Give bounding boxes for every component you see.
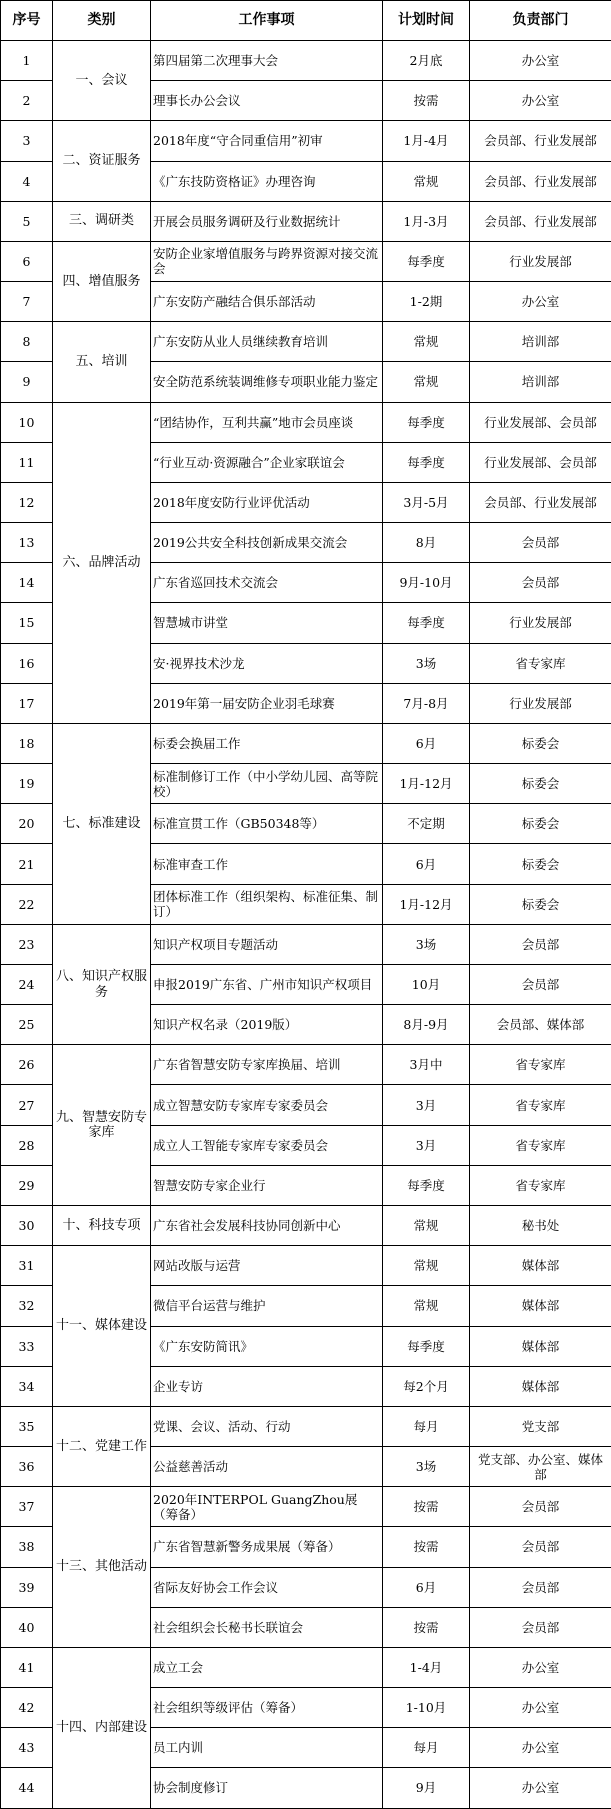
header-time: 计划时间 bbox=[383, 1, 470, 41]
plan-time: 每季度 bbox=[383, 402, 470, 442]
row-number: 34 bbox=[1, 1366, 53, 1406]
responsible-dept: 媒体部 bbox=[470, 1286, 611, 1326]
work-item: 知识产权项目专题活动 bbox=[151, 924, 383, 964]
responsible-dept: 办公室 bbox=[470, 81, 611, 121]
responsible-dept: 会员部 bbox=[470, 523, 611, 563]
plan-time: 每季度 bbox=[383, 241, 470, 281]
category-label: 十三、其他活动 bbox=[53, 1487, 151, 1648]
plan-time: 常规 bbox=[383, 1205, 470, 1245]
category-label: 五、培训 bbox=[53, 322, 151, 402]
responsible-dept: 标委会 bbox=[470, 764, 611, 804]
row-number: 20 bbox=[1, 804, 53, 844]
table-row bbox=[1, 1045, 611, 1085]
work-item: 成立工会 bbox=[151, 1647, 383, 1687]
header-category: 类别 bbox=[53, 1, 151, 41]
plan-time: 9月-10月 bbox=[383, 563, 470, 603]
work-item: 成立人工智能专家库专家委员会 bbox=[151, 1125, 383, 1165]
plan-time: 6月 bbox=[383, 723, 470, 763]
work-item: 2020年INTERPOL GuangZhou展（筹备） bbox=[151, 1487, 383, 1527]
plan-time: 不定期 bbox=[383, 804, 470, 844]
work-item: 标委会换届工作 bbox=[151, 723, 383, 763]
work-item: 广东省巡回技术交流会 bbox=[151, 563, 383, 603]
work-item: 智慧安防专家企业行 bbox=[151, 1165, 383, 1205]
work-item: 广东安防产融结合俱乐部活动 bbox=[151, 282, 383, 322]
row-number: 21 bbox=[1, 844, 53, 884]
responsible-dept: 党支部、办公室、媒体部 bbox=[470, 1447, 611, 1487]
work-item: “行业互动·资源融合”企业家联谊会 bbox=[151, 442, 383, 482]
plan-time: 常规 bbox=[383, 161, 470, 201]
table-row bbox=[1, 924, 611, 964]
category-label: 九、智慧安防专家库 bbox=[53, 1045, 151, 1206]
row-number: 6 bbox=[1, 241, 53, 281]
work-item: 知识产权名录（2019版） bbox=[151, 1005, 383, 1045]
plan-time: 按需 bbox=[383, 1607, 470, 1647]
table-row bbox=[1, 1487, 611, 1527]
responsible-dept: 会员部 bbox=[470, 1567, 611, 1607]
responsible-dept: 行业发展部 bbox=[470, 241, 611, 281]
work-item: 广东省智慧安防专家库换届、培训 bbox=[151, 1045, 383, 1085]
plan-time: 按需 bbox=[383, 1487, 470, 1527]
responsible-dept: 会员部 bbox=[470, 1487, 611, 1527]
responsible-dept: 会员部 bbox=[470, 1527, 611, 1567]
row-number: 37 bbox=[1, 1487, 53, 1527]
row-number: 31 bbox=[1, 1246, 53, 1286]
work-item: 2018年度安防行业评优活动 bbox=[151, 482, 383, 522]
work-item: 标准宣贯工作（GB50348等） bbox=[151, 804, 383, 844]
plan-time: 常规 bbox=[383, 362, 470, 402]
work-item: 开展会员服务调研及行业数据统计 bbox=[151, 201, 383, 241]
plan-time: 按需 bbox=[383, 81, 470, 121]
responsible-dept: 行业发展部、会员部 bbox=[470, 402, 611, 442]
work-item: 申报2019广东省、广州市知识产权项目 bbox=[151, 964, 383, 1004]
work-item: 第四届第二次理事大会 bbox=[151, 41, 383, 81]
plan-time: 2月底 bbox=[383, 41, 470, 81]
table-row bbox=[1, 1406, 611, 1446]
row-number: 38 bbox=[1, 1527, 53, 1567]
responsible-dept: 省专家库 bbox=[470, 1085, 611, 1125]
plan-time: 6月 bbox=[383, 1567, 470, 1607]
plan-time: 每季度 bbox=[383, 1165, 470, 1205]
table-row bbox=[1, 1647, 611, 1687]
category-label: 三、调研类 bbox=[53, 201, 151, 241]
work-item: 省际友好协会工作会议 bbox=[151, 1567, 383, 1607]
work-item: “团结协作，互利共赢”地市会员座谈 bbox=[151, 402, 383, 442]
row-number: 15 bbox=[1, 603, 53, 643]
responsible-dept: 会员部、行业发展部 bbox=[470, 482, 611, 522]
work-item: 广东安防从业人员继续教育培训 bbox=[151, 322, 383, 362]
category-label: 八、知识产权服务 bbox=[53, 924, 151, 1045]
responsible-dept: 会员部 bbox=[470, 924, 611, 964]
plan-time: 6月 bbox=[383, 844, 470, 884]
row-number: 43 bbox=[1, 1728, 53, 1768]
header-row bbox=[1, 1, 611, 41]
work-item: 智慧城市讲堂 bbox=[151, 603, 383, 643]
row-number: 8 bbox=[1, 322, 53, 362]
work-item: 公益慈善活动 bbox=[151, 1447, 383, 1487]
row-number: 18 bbox=[1, 723, 53, 763]
row-number: 36 bbox=[1, 1447, 53, 1487]
row-number: 41 bbox=[1, 1647, 53, 1687]
row-number: 32 bbox=[1, 1286, 53, 1326]
responsible-dept: 媒体部 bbox=[470, 1366, 611, 1406]
plan-time: 3月中 bbox=[383, 1045, 470, 1085]
row-number: 17 bbox=[1, 683, 53, 723]
responsible-dept: 办公室 bbox=[470, 1728, 611, 1768]
work-item: 社会组织会长秘书长联谊会 bbox=[151, 1607, 383, 1647]
responsible-dept: 会员部、媒体部 bbox=[470, 1005, 611, 1045]
responsible-dept: 会员部 bbox=[470, 1607, 611, 1647]
responsible-dept: 会员部 bbox=[470, 964, 611, 1004]
plan-time: 按需 bbox=[383, 1527, 470, 1567]
work-item: 广东省智慧新警务成果展（筹备） bbox=[151, 1527, 383, 1567]
plan-time: 每季度 bbox=[383, 442, 470, 482]
plan-time: 每季度 bbox=[383, 603, 470, 643]
plan-time: 3场 bbox=[383, 643, 470, 683]
work-item: 网站改版与运营 bbox=[151, 1246, 383, 1286]
header-dept: 负责部门 bbox=[470, 1, 611, 41]
category-label: 六、品牌活动 bbox=[53, 402, 151, 723]
work-item: 成立智慧安防专家库专家委员会 bbox=[151, 1085, 383, 1125]
row-number: 9 bbox=[1, 362, 53, 402]
responsible-dept: 省专家库 bbox=[470, 1165, 611, 1205]
responsible-dept: 标委会 bbox=[470, 804, 611, 844]
work-item: 《广东技防资格证》办理咨询 bbox=[151, 161, 383, 201]
row-number: 22 bbox=[1, 884, 53, 924]
row-number: 29 bbox=[1, 1165, 53, 1205]
row-number: 13 bbox=[1, 523, 53, 563]
responsible-dept: 标委会 bbox=[470, 884, 611, 924]
table-body bbox=[1, 41, 611, 1809]
table-row bbox=[1, 121, 611, 161]
table-row bbox=[1, 1246, 611, 1286]
row-number: 26 bbox=[1, 1045, 53, 1085]
category-label: 二、资证服务 bbox=[53, 121, 151, 201]
plan-time: 3场 bbox=[383, 924, 470, 964]
table-row bbox=[1, 723, 611, 763]
row-number: 23 bbox=[1, 924, 53, 964]
work-item: 员工内训 bbox=[151, 1728, 383, 1768]
work-item: 标准审查工作 bbox=[151, 844, 383, 884]
row-number: 42 bbox=[1, 1688, 53, 1728]
row-number: 33 bbox=[1, 1326, 53, 1366]
plan-time: 常规 bbox=[383, 322, 470, 362]
work-item: 安防企业家增值服务与跨界资源对接交流会 bbox=[151, 241, 383, 281]
row-number: 19 bbox=[1, 764, 53, 804]
category-label: 十四、内部建设 bbox=[53, 1647, 151, 1808]
plan-time: 每月 bbox=[383, 1406, 470, 1446]
table-row bbox=[1, 41, 611, 81]
row-number: 7 bbox=[1, 282, 53, 322]
responsible-dept: 秘书处 bbox=[470, 1205, 611, 1245]
responsible-dept: 办公室 bbox=[470, 41, 611, 81]
work-item: 社会组织等级评估（筹备） bbox=[151, 1688, 383, 1728]
row-number: 5 bbox=[1, 201, 53, 241]
category-label: 十二、党建工作 bbox=[53, 1406, 151, 1486]
plan-time: 1月-12月 bbox=[383, 884, 470, 924]
responsible-dept: 行业发展部、会员部 bbox=[470, 442, 611, 482]
work-item: 协会制度修订 bbox=[151, 1768, 383, 1808]
responsible-dept: 办公室 bbox=[470, 282, 611, 322]
plan-time: 1-2期 bbox=[383, 282, 470, 322]
plan-time: 9月 bbox=[383, 1768, 470, 1808]
row-number: 14 bbox=[1, 563, 53, 603]
row-number: 2 bbox=[1, 81, 53, 121]
work-item: 2019年第一届安防企业羽毛球赛 bbox=[151, 683, 383, 723]
plan-time: 3月-5月 bbox=[383, 482, 470, 522]
work-item: 标准制修订工作（中小学幼儿园、高等院校） bbox=[151, 764, 383, 804]
plan-time: 常规 bbox=[383, 1286, 470, 1326]
work-item: 安全防范系统装调维修专项职业能力鉴定 bbox=[151, 362, 383, 402]
work-item: 微信平台运营与维护 bbox=[151, 1286, 383, 1326]
work-item: 2019公共安全科技创新成果交流会 bbox=[151, 523, 383, 563]
row-number: 10 bbox=[1, 402, 53, 442]
responsible-dept: 党支部 bbox=[470, 1406, 611, 1446]
table-row bbox=[1, 241, 611, 281]
category-label: 一、会议 bbox=[53, 41, 151, 121]
plan-time: 3月 bbox=[383, 1125, 470, 1165]
table-row bbox=[1, 322, 611, 362]
plan-time: 8月 bbox=[383, 523, 470, 563]
work-item: 《广东安防简讯》 bbox=[151, 1326, 383, 1366]
responsible-dept: 会员部、行业发展部 bbox=[470, 161, 611, 201]
category-label: 十一、媒体建设 bbox=[53, 1246, 151, 1407]
responsible-dept: 标委会 bbox=[470, 723, 611, 763]
responsible-dept: 省专家库 bbox=[470, 1045, 611, 1085]
row-number: 12 bbox=[1, 482, 53, 522]
responsible-dept: 办公室 bbox=[470, 1768, 611, 1808]
responsible-dept: 会员部 bbox=[470, 563, 611, 603]
responsible-dept: 培训部 bbox=[470, 362, 611, 402]
work-item: 团体标准工作（组织架构、标准征集、制订） bbox=[151, 884, 383, 924]
row-number: 28 bbox=[1, 1125, 53, 1165]
responsible-dept: 办公室 bbox=[470, 1647, 611, 1687]
responsible-dept: 行业发展部 bbox=[470, 603, 611, 643]
table-row bbox=[1, 402, 611, 442]
responsible-dept: 行业发展部 bbox=[470, 683, 611, 723]
plan-time: 每2个月 bbox=[383, 1366, 470, 1406]
row-number: 11 bbox=[1, 442, 53, 482]
plan-time: 10月 bbox=[383, 964, 470, 1004]
plan-time: 7月-8月 bbox=[383, 683, 470, 723]
plan-time: 3场 bbox=[383, 1447, 470, 1487]
row-number: 40 bbox=[1, 1607, 53, 1647]
responsible-dept: 培训部 bbox=[470, 322, 611, 362]
table-row bbox=[1, 201, 611, 241]
row-number: 44 bbox=[1, 1768, 53, 1808]
header-item: 工作事项 bbox=[151, 1, 383, 41]
row-number: 30 bbox=[1, 1205, 53, 1245]
row-number: 16 bbox=[1, 643, 53, 683]
plan-time: 1月-4月 bbox=[383, 121, 470, 161]
responsible-dept: 标委会 bbox=[470, 844, 611, 884]
responsible-dept: 媒体部 bbox=[470, 1246, 611, 1286]
plan-time: 1-4月 bbox=[383, 1647, 470, 1687]
plan-time: 常规 bbox=[383, 1246, 470, 1286]
row-number: 24 bbox=[1, 964, 53, 1004]
header-no: 序号 bbox=[1, 1, 53, 41]
responsible-dept: 会员部、行业发展部 bbox=[470, 201, 611, 241]
work-item: 广东省社会发展科技协同创新中心 bbox=[151, 1205, 383, 1245]
plan-time: 3月 bbox=[383, 1085, 470, 1125]
responsible-dept: 省专家库 bbox=[470, 643, 611, 683]
work-item: 理事长办公会议 bbox=[151, 81, 383, 121]
row-number: 4 bbox=[1, 161, 53, 201]
plan-time: 8月-9月 bbox=[383, 1005, 470, 1045]
responsible-dept: 省专家库 bbox=[470, 1125, 611, 1165]
table-row bbox=[1, 1205, 611, 1245]
plan-time: 1月-3月 bbox=[383, 201, 470, 241]
category-label: 七、标准建设 bbox=[53, 723, 151, 924]
row-number: 1 bbox=[1, 41, 53, 81]
work-item: 企业专访 bbox=[151, 1366, 383, 1406]
category-label: 十、科技专项 bbox=[53, 1205, 151, 1245]
work-item: 党课、会议、活动、行动 bbox=[151, 1406, 383, 1446]
category-label: 四、增值服务 bbox=[53, 241, 151, 321]
responsible-dept: 会员部、行业发展部 bbox=[470, 121, 611, 161]
row-number: 25 bbox=[1, 1005, 53, 1045]
work-item: 安·视界技术沙龙 bbox=[151, 643, 383, 683]
plan-time: 每月 bbox=[383, 1728, 470, 1768]
plan-time: 1月-12月 bbox=[383, 764, 470, 804]
plan-time: 每季度 bbox=[383, 1326, 470, 1366]
work-item: 2018年度“守合同重信用”初审 bbox=[151, 121, 383, 161]
row-number: 35 bbox=[1, 1406, 53, 1446]
row-number: 27 bbox=[1, 1085, 53, 1125]
row-number: 39 bbox=[1, 1567, 53, 1607]
responsible-dept: 媒体部 bbox=[470, 1326, 611, 1366]
responsible-dept: 办公室 bbox=[470, 1688, 611, 1728]
plan-time: 1-10月 bbox=[383, 1688, 470, 1728]
row-number: 3 bbox=[1, 121, 53, 161]
